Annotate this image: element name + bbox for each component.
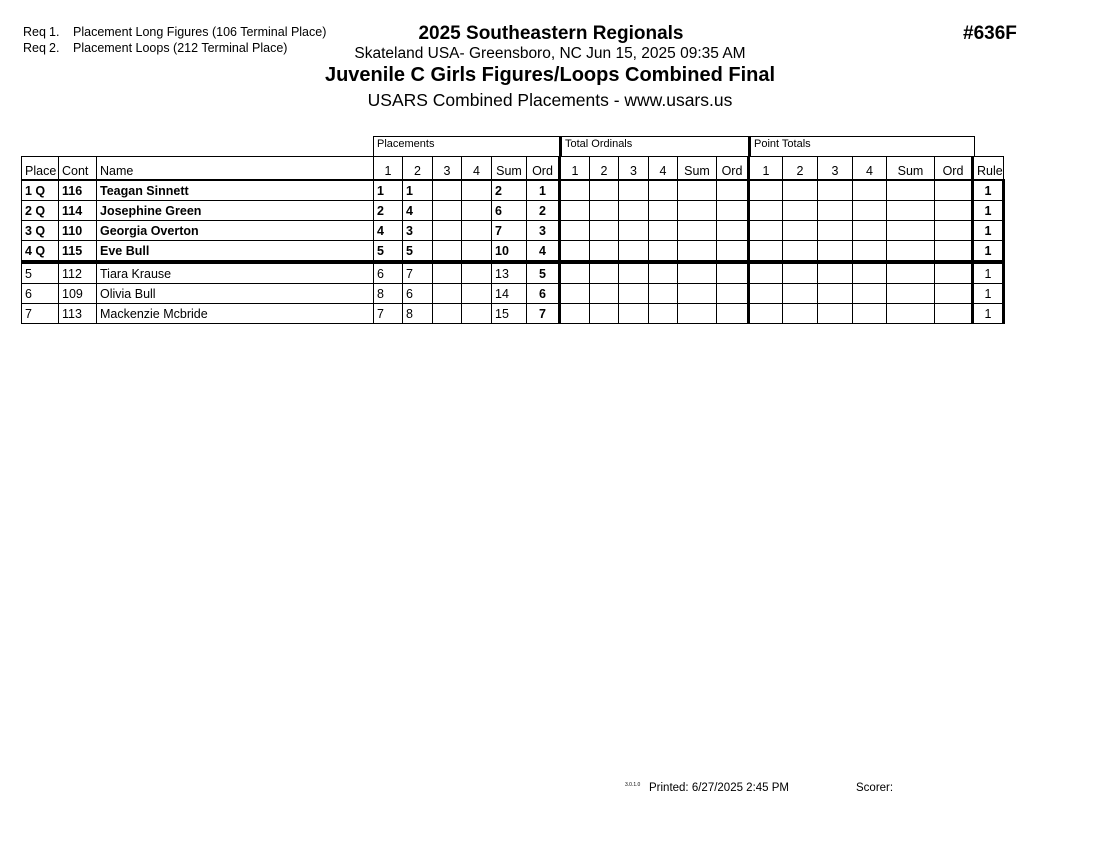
- cell-ordinal-4: [649, 221, 678, 241]
- col-name: Name: [97, 157, 374, 181]
- cell-rule: 1: [973, 180, 1004, 201]
- cell-name: Eve Bull: [97, 241, 374, 263]
- cell-ordinal-1: [560, 262, 590, 284]
- col-placement-4: 4: [462, 157, 492, 181]
- column-header-row: [22, 157, 1004, 181]
- cell-ordinal-2: [590, 221, 619, 241]
- cell-name: Tiara Krause: [97, 262, 374, 284]
- cell-ordinal-3: [619, 262, 649, 284]
- cell-placement-3: [433, 262, 462, 284]
- col-placement-3: 3: [433, 157, 462, 181]
- cell-ordinal-sum: [678, 241, 717, 263]
- cell-name: Mackenzie Mcbride: [97, 304, 374, 324]
- cell-points-4: [853, 241, 887, 263]
- event-code: #636F: [963, 23, 1017, 44]
- cell-points-3: [818, 180, 853, 201]
- col-points-ord: Ord: [935, 157, 973, 181]
- cell-points-1: [749, 180, 783, 201]
- cell-points-4: [853, 262, 887, 284]
- cell-ordinal-4: [649, 241, 678, 263]
- col-placement-sum: Sum: [492, 157, 527, 181]
- cell-points-sum: [887, 201, 935, 221]
- venue-line: Skateland USA- Greensboro, NC Jun 15, 2025 09:35 AM: [354, 45, 746, 62]
- cell-ordinal-1: [560, 201, 590, 221]
- cell-placement-3: [433, 241, 462, 263]
- cell-cont: 110: [59, 221, 97, 241]
- cell-placement-2: 4: [403, 201, 433, 221]
- cell-ordinal-ord: [717, 201, 749, 221]
- cell-ordinal-sum: [678, 262, 717, 284]
- cell-place: 4 Q: [22, 241, 59, 263]
- cell-place: 7: [22, 304, 59, 324]
- cell-points-sum: [887, 221, 935, 241]
- cell-points-2: [783, 221, 818, 241]
- cell-placement-ord: 4: [527, 241, 560, 263]
- table-row: [22, 241, 1004, 263]
- cell-rule: 1: [973, 201, 1004, 221]
- requirement-label: Req: [23, 25, 46, 39]
- cell-cont: 109: [59, 284, 97, 304]
- cell-placement-1: 6: [374, 262, 403, 284]
- col-points-4: 4: [853, 157, 887, 181]
- cell-place: 5: [22, 262, 59, 284]
- cell-cont: 112: [59, 262, 97, 284]
- col-points-sum: Sum: [887, 157, 935, 181]
- col-placement-ord: Ord: [527, 157, 560, 181]
- cell-ordinal-sum: [678, 201, 717, 221]
- col-ordinal-4: 4: [649, 157, 678, 181]
- cell-placement-2: 1: [403, 180, 433, 201]
- cell-placement-3: [433, 221, 462, 241]
- cell-points-1: [749, 201, 783, 221]
- cell-placement-ord: 3: [527, 221, 560, 241]
- group-total-ordinals: Total Ordinals: [561, 137, 750, 157]
- cell-points-ord: [935, 304, 973, 324]
- cell-ordinal-1: [560, 221, 590, 241]
- requirement-text: Placement Long Figures (106 Terminal Place): [73, 25, 327, 39]
- cell-placement-3: [433, 284, 462, 304]
- cell-rule: 1: [973, 284, 1004, 304]
- cell-placement-4: [462, 262, 492, 284]
- footer-scorer: Scorer:: [856, 782, 894, 794]
- table-row: [22, 262, 1004, 284]
- cell-placement-sum: 7: [492, 221, 527, 241]
- cell-placement-1: 7: [374, 304, 403, 324]
- cell-placement-2: 7: [403, 262, 433, 284]
- cell-points-1: [749, 262, 783, 284]
- cell-ordinal-1: [560, 180, 590, 201]
- table-row: [22, 284, 1004, 304]
- requirement-index: 2.: [49, 41, 60, 55]
- cell-placement-ord: 5: [527, 262, 560, 284]
- table-row: [22, 180, 1004, 201]
- cell-placement-sum: 10: [492, 241, 527, 263]
- cell-placement-4: [462, 180, 492, 201]
- cell-points-3: [818, 304, 853, 324]
- cell-placement-ord: 2: [527, 201, 560, 221]
- cell-points-ord: [935, 284, 973, 304]
- cell-ordinal-3: [619, 284, 649, 304]
- cell-placement-1: 4: [374, 221, 403, 241]
- cell-rule: 1: [973, 262, 1004, 284]
- col-placement-1: 1: [374, 157, 403, 181]
- cell-placement-1: 1: [374, 180, 403, 201]
- cell-ordinal-4: [649, 180, 678, 201]
- cell-ordinal-sum: [678, 221, 717, 241]
- col-ordinal-ord: Ord: [717, 157, 749, 181]
- cell-placement-3: [433, 304, 462, 324]
- cell-ordinal-1: [560, 304, 590, 324]
- cell-points-2: [783, 180, 818, 201]
- final-title: Juvenile C Girls Figures/Loops Combined Final: [324, 64, 776, 86]
- requirement-text: Placement Loops (212 Terminal Place): [73, 41, 288, 55]
- cell-points-2: [783, 284, 818, 304]
- group-placements: Placements: [374, 137, 561, 157]
- cell-placement-ord: 7: [527, 304, 560, 324]
- cell-placement-1: 2: [374, 201, 403, 221]
- cell-points-1: [749, 304, 783, 324]
- usars-line: USARS Combined Placements - www.usars.us: [367, 90, 733, 110]
- cell-cont: 116: [59, 180, 97, 201]
- cell-ordinal-3: [619, 201, 649, 221]
- event-title: [0, 23, 1099, 45]
- col-ordinal-2: 2: [590, 157, 619, 181]
- cell-points-1: [749, 284, 783, 304]
- cell-points-2: [783, 201, 818, 221]
- cell-points-4: [853, 201, 887, 221]
- cell-points-3: [818, 284, 853, 304]
- cell-placement-4: [462, 201, 492, 221]
- col-ordinal-1: 1: [560, 157, 590, 181]
- cell-ordinal-sum: [678, 304, 717, 324]
- group-point-totals: Point Totals: [750, 137, 975, 157]
- cell-placement-4: [462, 221, 492, 241]
- cell-cont: 113: [59, 304, 97, 324]
- cell-placement-4: [462, 241, 492, 263]
- cell-points-ord: [935, 262, 973, 284]
- cell-points-2: [783, 241, 818, 263]
- col-placement-2: 2: [403, 157, 433, 181]
- cell-ordinal-2: [590, 284, 619, 304]
- cell-placement-ord: 1: [527, 180, 560, 201]
- cell-place: 1 Q: [22, 180, 59, 201]
- cell-points-ord: [935, 241, 973, 263]
- event-title-text: 2025 Southeastern Regionals: [418, 23, 684, 44]
- cell-points-3: [818, 201, 853, 221]
- table-row: [22, 221, 1004, 241]
- cell-points-1: [749, 241, 783, 263]
- cell-points-sum: [887, 241, 935, 263]
- cell-name: Teagan Sinnett: [97, 180, 374, 201]
- col-rule: Rule: [973, 157, 1004, 181]
- cell-ordinal-ord: [717, 180, 749, 201]
- cell-placement-3: [433, 201, 462, 221]
- cell-ordinal-4: [649, 284, 678, 304]
- cell-ordinal-2: [590, 304, 619, 324]
- cell-place: 3 Q: [22, 221, 59, 241]
- cell-rule: 1: [973, 241, 1004, 263]
- cell-points-4: [853, 180, 887, 201]
- table-row: [22, 201, 1004, 221]
- cell-points-ord: [935, 180, 973, 201]
- cell-cont: 115: [59, 241, 97, 263]
- cell-placement-1: 8: [374, 284, 403, 304]
- cell-placement-sum: 13: [492, 262, 527, 284]
- table-row: [22, 304, 1004, 324]
- cell-points-3: [818, 241, 853, 263]
- cell-ordinal-ord: [717, 241, 749, 263]
- cell-ordinal-2: [590, 180, 619, 201]
- cell-points-sum: [887, 304, 935, 324]
- cell-ordinal-ord: [717, 304, 749, 324]
- cell-ordinal-ord: [717, 221, 749, 241]
- cell-placement-3: [433, 180, 462, 201]
- cell-placement-2: 5: [403, 241, 433, 263]
- cell-points-ord: [935, 201, 973, 221]
- cell-place: 6: [22, 284, 59, 304]
- requirement-label: Req: [23, 41, 46, 55]
- cell-points-4: [853, 284, 887, 304]
- cell-ordinal-1: [560, 241, 590, 263]
- cell-placement-sum: 15: [492, 304, 527, 324]
- cell-ordinal-2: [590, 241, 619, 263]
- cell-placement-4: [462, 304, 492, 324]
- col-points-1: 1: [749, 157, 783, 181]
- cell-cont: 114: [59, 201, 97, 221]
- cell-points-3: [818, 221, 853, 241]
- results-body: [22, 180, 1004, 324]
- cell-points-4: [853, 304, 887, 324]
- cell-ordinal-2: [590, 262, 619, 284]
- footer-printed: Printed: 6/27/2025 2:45 PM: [649, 782, 790, 794]
- group-header: [373, 136, 975, 156]
- cell-points-3: [818, 262, 853, 284]
- col-place: Place: [22, 157, 59, 181]
- cell-points-1: [749, 221, 783, 241]
- cell-placement-4: [462, 284, 492, 304]
- cell-ordinal-1: [560, 284, 590, 304]
- col-ordinal-sum: Sum: [678, 157, 717, 181]
- cell-name: Georgia Overton: [97, 221, 374, 241]
- cell-ordinal-4: [649, 304, 678, 324]
- cell-ordinal-3: [619, 221, 649, 241]
- results-table: [21, 156, 1005, 324]
- requirement-index: 1.: [49, 25, 60, 39]
- cell-place: 2 Q: [22, 201, 59, 221]
- cell-ordinal-3: [619, 304, 649, 324]
- col-points-3: 3: [818, 157, 853, 181]
- cell-ordinal-3: [619, 241, 649, 263]
- cell-points-4: [853, 221, 887, 241]
- cell-points-2: [783, 304, 818, 324]
- cell-placement-1: 5: [374, 241, 403, 263]
- cell-placement-2: 3: [403, 221, 433, 241]
- cell-ordinal-ord: [717, 284, 749, 304]
- footer-version-mark: 3.0.1.0: [625, 782, 641, 788]
- cell-placement-ord: 6: [527, 284, 560, 304]
- cell-placement-2: 6: [403, 284, 433, 304]
- cell-ordinal-3: [619, 180, 649, 201]
- cell-points-ord: [935, 221, 973, 241]
- cell-placement-sum: 2: [492, 180, 527, 201]
- cell-rule: 1: [973, 221, 1004, 241]
- cell-points-2: [783, 262, 818, 284]
- cell-ordinal-4: [649, 201, 678, 221]
- cell-ordinal-sum: [678, 180, 717, 201]
- cell-ordinal-ord: [717, 262, 749, 284]
- cell-ordinal-4: [649, 262, 678, 284]
- col-points-2: 2: [783, 157, 818, 181]
- cell-points-sum: [887, 262, 935, 284]
- cell-points-sum: [887, 180, 935, 201]
- cell-name: Josephine Green: [97, 201, 374, 221]
- cell-placement-2: 8: [403, 304, 433, 324]
- cell-name: Olivia Bull: [97, 284, 374, 304]
- cell-points-sum: [887, 284, 935, 304]
- cell-placement-sum: 14: [492, 284, 527, 304]
- col-cont: Cont: [59, 157, 97, 181]
- col-ordinal-3: 3: [619, 157, 649, 181]
- cell-rule: 1: [973, 304, 1004, 324]
- cell-placement-sum: 6: [492, 201, 527, 221]
- cell-ordinal-2: [590, 201, 619, 221]
- cell-ordinal-sum: [678, 284, 717, 304]
